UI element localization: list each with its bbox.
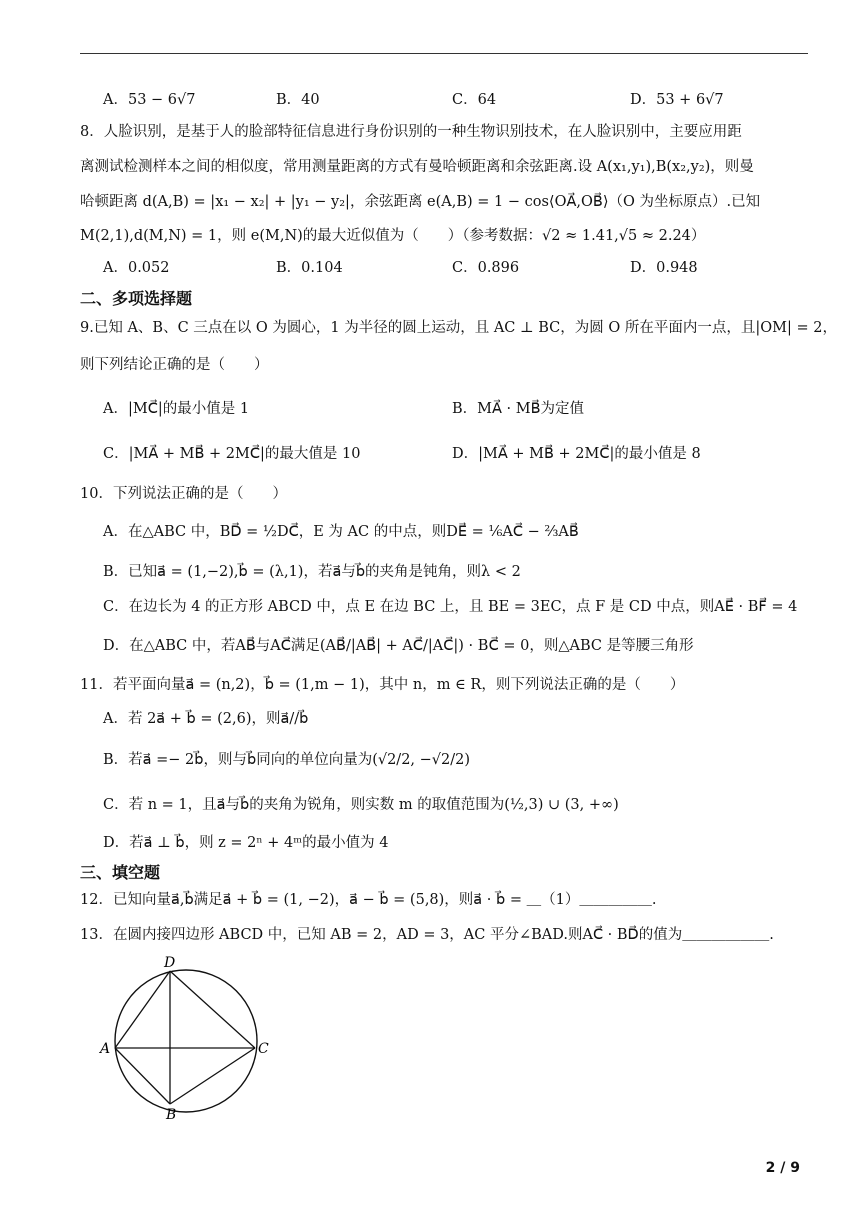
q9-stem-line-1: 9.已知 A、B、C 三点在以 O 为圆心，1 为半径的圆上运动，且 AC ⊥ BC，为圆 O 所在平面内一点，且|OM| = 2， — [80, 320, 837, 336]
q12-stem: 12．已知向量a⃗,b⃗满足a⃗ + b⃗ = (1, −2)，a⃗ − b⃗ = (5,8)，则a⃗ · b⃗ = ＿（1）＿＿＿＿＿. — [80, 892, 657, 908]
q8-stem-line-3: 哈顿距离 d(A,B) = |x₁ − x₂| + |y₁ − y₂|，余弦距离 e(A,B) = 1 − cos⟨OA⃗,OB⃗⟩（O 为坐标原点）.已知 — [80, 194, 761, 210]
q9-stem-line-2: 则下列结论正确的是（ ） — [80, 357, 269, 373]
q9-option-b: B．MA⃗ · MB⃗为定值 — [452, 401, 585, 417]
q9-option-d: D．|MA⃗ + MB⃗ + 2MC⃗|的最小值是 8 — [452, 446, 701, 462]
q8-stem-line-2: 离测试检测样本之间的相似度，常用测量距离的方式有曼哈顿距离和余弦距离.设 A(x₁,y₁),B(x₂,y₂)，则曼 — [80, 159, 754, 175]
q11-option-a: A．若 2a⃗ + b⃗ = (2,6)，则a⃗//b⃗ — [103, 711, 309, 727]
q9-option-c: C．|MA⃗ + MB⃗ + 2MC⃗|的最大值是 10 — [103, 446, 361, 462]
q8-stem-line-1: 8．人脸识别，是基于人的脸部特征信息进行身份识别的一种生物识别技术，在人脸识别中，主要应用距 — [80, 124, 742, 140]
q10-option-d: D．在△ABC 中，若AB⃗与AC⃗满足(AB⃗/|AB⃗| + AC⃗/|AC⃗|) · BC⃗ = 0，则△ABC 是等腰三角形 — [103, 638, 694, 654]
label-d: D — [164, 955, 176, 971]
q13-stem: 13．在圆内接四边形 ABCD 中，已知 AB = 2，AD = 3，AC 平分∠BAD.则AC⃗ · BD⃗的值为＿＿＿＿＿＿. — [80, 927, 774, 943]
header-rule — [80, 53, 808, 54]
q7-option-c: C．64 — [452, 92, 497, 108]
q9-option-a: A．|MC⃗|的最小值是 1 — [103, 401, 250, 417]
segment-dc — [170, 971, 255, 1048]
segment-cb — [170, 1048, 255, 1104]
label-b: B — [166, 1107, 177, 1123]
q10-stem: 10．下列说法正确的是（ ） — [80, 486, 287, 502]
segment-ab — [115, 1048, 170, 1104]
label-a: A — [100, 1041, 111, 1057]
page-number: 2 / 9 — [765, 1160, 800, 1176]
cyclic-quadrilateral-figure — [96, 953, 276, 1125]
q8-stem-line-4: M(2,1),d(M,N) = 1，则 e(M,N)的最大近似值为（ ）（参考数据：√2 ≈ 1.41,√5 ≈ 2.24） — [80, 228, 706, 244]
q10-option-b: B．已知a⃗ = (1,−2),b⃗ = (λ,1)，若a⃗与b⃗的夹角是钝角，则λ < 2 — [103, 564, 521, 580]
segment-da — [115, 971, 170, 1048]
q8-option-c: C．0.896 — [452, 260, 520, 276]
q11-stem: 11．若平面向量a⃗ = (n,2)，b⃗ = (1,m − 1)，其中 n，m ∈ R，则下列说法正确的是（ ） — [80, 677, 685, 693]
q10-option-a: A．在△ABC 中，BD⃗ = ½DC⃗，E 为 AC 的中点，则DE⃗ = ⅙AC⃗ − ⅔AB⃗ — [103, 524, 579, 540]
q7-option-b: B．40 — [276, 92, 320, 108]
q8-option-a: A．0.052 — [103, 260, 170, 276]
q11-option-c: C．若 n = 1，且a⃗与b⃗的夹角为锐角，则实数 m 的取值范围为(½,3) ∪ (3, +∞) — [103, 797, 619, 813]
q8-option-b: B．0.104 — [276, 260, 343, 276]
q10-option-c: C．在边长为 4 的正方形 ABCD 中，点 E 在边 BC 上，且 BE = 3EC，点 F 是 CD 中点，则AE⃗ · BF⃗ = 4 — [103, 599, 798, 615]
q11-option-b: B．若a⃗ =− 2b⃗，则与b⃗同向的单位向量为(√2/2, −√2/2) — [103, 752, 471, 768]
q8-option-d: D．0.948 — [630, 260, 698, 276]
label-c: C — [258, 1041, 269, 1057]
section-heading-fill-in: 三、填空题 — [80, 863, 161, 882]
q7-option-a: A．53 − 6√7 — [103, 92, 196, 108]
q11-option-d: D．若a⃗ ⊥ b⃗，则 z = 2ⁿ + 4ᵐ的最小值为 4 — [103, 835, 389, 851]
q7-option-d: D．53 + 6√7 — [630, 92, 724, 108]
circumcircle — [115, 970, 257, 1112]
section-heading-multiple-choice: 二、多项选择题 — [80, 289, 193, 308]
